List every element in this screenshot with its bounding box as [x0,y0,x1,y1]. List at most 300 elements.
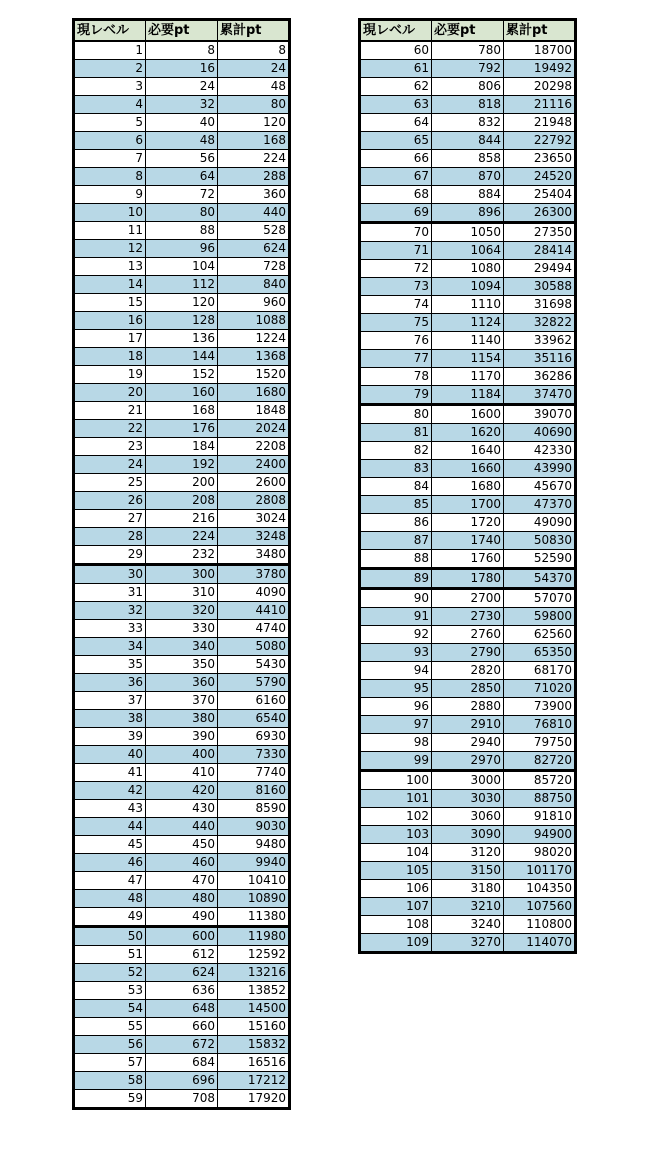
cell-cumulative-pt: 80 [218,96,290,114]
cell-level: 63 [360,96,432,114]
table-row [74,132,290,150]
header-row [360,20,576,42]
table-row [74,1018,290,1036]
cell-cumulative-pt: 36286 [504,368,576,386]
cell-required-pt: 112 [146,276,218,294]
cell-cumulative-pt: 440 [218,204,290,222]
cell-level: 99 [360,752,432,771]
cell-level: 4 [74,96,146,114]
table-row [74,782,290,800]
cell-required-pt: 88 [146,222,218,240]
cell-cumulative-pt: 528 [218,222,290,240]
table-row [74,312,290,330]
cell-cumulative-pt: 68170 [504,662,576,680]
table-row [74,41,290,60]
table-row [360,662,576,680]
cell-cumulative-pt: 288 [218,168,290,186]
cell-level: 57 [74,1054,146,1072]
cell-required-pt: 64 [146,168,218,186]
cell-required-pt: 440 [146,818,218,836]
cell-cumulative-pt: 28414 [504,242,576,260]
cell-required-pt: 1094 [432,278,504,296]
cell-level: 47 [74,872,146,890]
cell-cumulative-pt: 21116 [504,96,576,114]
cell-level: 69 [360,204,432,223]
cell-cumulative-pt: 168 [218,132,290,150]
cell-cumulative-pt: 18700 [504,41,576,60]
cell-required-pt: 420 [146,782,218,800]
cell-level: 90 [360,589,432,608]
cell-required-pt: 696 [146,1072,218,1090]
cell-required-pt: 1064 [432,242,504,260]
cell-level: 56 [74,1036,146,1054]
cell-cumulative-pt: 59800 [504,608,576,626]
cell-level: 30 [74,565,146,584]
cell-level: 101 [360,790,432,808]
cell-level: 27 [74,510,146,528]
table-row [74,258,290,276]
cell-level: 34 [74,638,146,656]
table-row [74,330,290,348]
cell-level: 42 [74,782,146,800]
cell-cumulative-pt: 840 [218,276,290,294]
cell-level: 28 [74,528,146,546]
cell-level: 12 [74,240,146,258]
cell-cumulative-pt: 30588 [504,278,576,296]
table-row [360,532,576,550]
table-row [360,314,576,332]
cell-required-pt: 672 [146,1036,218,1054]
cell-level: 62 [360,78,432,96]
cell-required-pt: 380 [146,710,218,728]
cell-required-pt: 1140 [432,332,504,350]
cell-cumulative-pt: 62560 [504,626,576,644]
cell-cumulative-pt: 35116 [504,350,576,368]
table-row [360,350,576,368]
table-row [74,872,290,890]
cell-level: 11 [74,222,146,240]
cell-level: 10 [74,204,146,222]
cell-cumulative-pt: 13216 [218,964,290,982]
cell-cumulative-pt: 120 [218,114,290,132]
cell-required-pt: 1600 [432,405,504,424]
cell-cumulative-pt: 19492 [504,60,576,78]
cell-cumulative-pt: 101170 [504,862,576,880]
cell-required-pt: 216 [146,510,218,528]
table-row [74,96,290,114]
cell-required-pt: 330 [146,620,218,638]
table-row [74,204,290,222]
cell-cumulative-pt: 5430 [218,656,290,674]
cell-level: 81 [360,424,432,442]
table-row [74,1036,290,1054]
cell-required-pt: 858 [432,150,504,168]
cell-cumulative-pt: 31698 [504,296,576,314]
cell-level: 59 [74,1090,146,1109]
cell-level: 104 [360,844,432,862]
table-row [74,114,290,132]
cell-level: 96 [360,698,432,716]
table-row [74,818,290,836]
cell-level: 74 [360,296,432,314]
cell-cumulative-pt: 37470 [504,386,576,405]
cell-required-pt: 1124 [432,314,504,332]
cell-level: 64 [360,114,432,132]
cell-cumulative-pt: 57070 [504,589,576,608]
cell-cumulative-pt: 29494 [504,260,576,278]
cell-level: 89 [360,569,432,589]
cell-required-pt: 2940 [432,734,504,752]
cell-required-pt: 1110 [432,296,504,314]
cell-level: 14 [74,276,146,294]
cell-level: 95 [360,680,432,698]
table-row [74,1054,290,1072]
table-row [360,132,576,150]
table-row [74,420,290,438]
cell-level: 32 [74,602,146,620]
cell-cumulative-pt: 17212 [218,1072,290,1090]
cell-level: 83 [360,460,432,478]
cell-level: 67 [360,168,432,186]
cell-level: 22 [74,420,146,438]
cell-cumulative-pt: 42330 [504,442,576,460]
table-row [74,276,290,294]
header-row [74,20,290,42]
cell-required-pt: 2820 [432,662,504,680]
cell-cumulative-pt: 21948 [504,114,576,132]
cell-level: 100 [360,771,432,790]
cell-required-pt: 1760 [432,550,504,569]
cell-required-pt: 806 [432,78,504,96]
table-row [74,492,290,510]
cell-required-pt: 3180 [432,880,504,898]
table-row [74,1090,290,1109]
table-row [74,186,290,204]
cell-cumulative-pt: 624 [218,240,290,258]
cell-level: 52 [74,964,146,982]
cell-level: 108 [360,916,432,934]
cell-cumulative-pt: 52590 [504,550,576,569]
cell-cumulative-pt: 20298 [504,78,576,96]
cell-required-pt: 200 [146,474,218,492]
cell-cumulative-pt: 48 [218,78,290,96]
table-row [360,424,576,442]
cell-cumulative-pt: 1848 [218,402,290,420]
cell-required-pt: 168 [146,402,218,420]
cell-cumulative-pt: 23650 [504,150,576,168]
table-row [74,168,290,186]
cell-required-pt: 1740 [432,532,504,550]
table-row [360,608,576,626]
cell-required-pt: 1680 [432,478,504,496]
cell-cumulative-pt: 43990 [504,460,576,478]
cell-level: 86 [360,514,432,532]
cell-level: 75 [360,314,432,332]
cell-required-pt: 3120 [432,844,504,862]
cell-required-pt: 310 [146,584,218,602]
header-cumulative: 累計pt [218,20,290,42]
cell-level: 1 [74,41,146,60]
cell-level: 79 [360,386,432,405]
cell-cumulative-pt: 14500 [218,1000,290,1018]
cell-cumulative-pt: 26300 [504,204,576,223]
table-row [360,386,576,405]
table-row [360,589,576,608]
cell-required-pt: 32 [146,96,218,114]
cell-level: 105 [360,862,432,880]
table-row [74,602,290,620]
cell-level: 38 [74,710,146,728]
cell-required-pt: 3210 [432,898,504,916]
table-row [360,368,576,386]
table-row [74,402,290,420]
cell-required-pt: 410 [146,764,218,782]
cell-cumulative-pt: 71020 [504,680,576,698]
cell-required-pt: 3270 [432,934,504,953]
cell-cumulative-pt: 1680 [218,384,290,402]
cell-cumulative-pt: 224 [218,150,290,168]
cell-required-pt: 120 [146,294,218,312]
table-row [74,294,290,312]
cell-required-pt: 2730 [432,608,504,626]
table-row [74,584,290,602]
cell-required-pt: 430 [146,800,218,818]
cell-required-pt: 2760 [432,626,504,644]
table-row [74,982,290,1000]
cell-cumulative-pt: 50830 [504,532,576,550]
table-row [360,332,576,350]
cell-required-pt: 708 [146,1090,218,1109]
cell-level: 103 [360,826,432,844]
cell-required-pt: 400 [146,746,218,764]
table-row [74,764,290,782]
cell-level: 24 [74,456,146,474]
cell-cumulative-pt: 4090 [218,584,290,602]
cell-cumulative-pt: 7330 [218,746,290,764]
table-row [360,644,576,662]
cell-level: 50 [74,927,146,946]
cell-level: 87 [360,532,432,550]
table-row [74,240,290,258]
cell-cumulative-pt: 32822 [504,314,576,332]
table-row [360,626,576,644]
cell-level: 20 [74,384,146,402]
cell-cumulative-pt: 107560 [504,898,576,916]
cell-required-pt: 1660 [432,460,504,478]
cell-required-pt: 1620 [432,424,504,442]
cell-required-pt: 792 [432,60,504,78]
table-row [360,826,576,844]
table-row [74,60,290,78]
cell-level: 93 [360,644,432,662]
cell-required-pt: 40 [146,114,218,132]
table-row [74,1000,290,1018]
cell-required-pt: 612 [146,946,218,964]
cell-cumulative-pt: 85720 [504,771,576,790]
cell-level: 66 [360,150,432,168]
cell-required-pt: 224 [146,528,218,546]
cell-required-pt: 884 [432,186,504,204]
cell-cumulative-pt: 24520 [504,168,576,186]
cell-level: 85 [360,496,432,514]
cell-level: 18 [74,348,146,366]
table-row [74,384,290,402]
cell-required-pt: 320 [146,602,218,620]
table-row [360,734,576,752]
cell-required-pt: 104 [146,258,218,276]
cell-level: 41 [74,764,146,782]
cell-level: 26 [74,492,146,510]
table-row [74,836,290,854]
cell-required-pt: 184 [146,438,218,456]
cell-required-pt: 80 [146,204,218,222]
table-row [74,456,290,474]
cell-required-pt: 1640 [432,442,504,460]
cell-level: 17 [74,330,146,348]
cell-cumulative-pt: 12592 [218,946,290,964]
cell-level: 49 [74,908,146,927]
cell-level: 77 [360,350,432,368]
table-row [360,698,576,716]
table-body-left [74,41,290,1109]
cell-cumulative-pt: 2400 [218,456,290,474]
cell-cumulative-pt: 1224 [218,330,290,348]
cell-level: 97 [360,716,432,734]
cell-level: 88 [360,550,432,569]
table-row [360,680,576,698]
cell-level: 29 [74,546,146,565]
cell-cumulative-pt: 79750 [504,734,576,752]
cell-cumulative-pt: 73900 [504,698,576,716]
cell-cumulative-pt: 88750 [504,790,576,808]
cell-cumulative-pt: 5080 [218,638,290,656]
cell-level: 44 [74,818,146,836]
cell-cumulative-pt: 65350 [504,644,576,662]
cell-cumulative-pt: 8 [218,41,290,60]
cell-required-pt: 1720 [432,514,504,532]
cell-level: 16 [74,312,146,330]
table-row [360,898,576,916]
table-row [74,638,290,656]
table-row [74,78,290,96]
cell-cumulative-pt: 728 [218,258,290,276]
cell-required-pt: 3060 [432,808,504,826]
cell-level: 54 [74,1000,146,1018]
header-cumulative: 累計pt [504,20,576,42]
cell-required-pt: 16 [146,60,218,78]
cell-required-pt: 490 [146,908,218,927]
cell-required-pt: 3090 [432,826,504,844]
cell-required-pt: 818 [432,96,504,114]
cell-required-pt: 450 [146,836,218,854]
cell-level: 8 [74,168,146,186]
cell-level: 53 [74,982,146,1000]
cell-required-pt: 684 [146,1054,218,1072]
cell-required-pt: 350 [146,656,218,674]
cell-level: 37 [74,692,146,710]
level-table-left [72,18,291,1110]
cell-required-pt: 370 [146,692,218,710]
cell-required-pt: 470 [146,872,218,890]
cell-level: 58 [74,1072,146,1090]
cell-cumulative-pt: 2024 [218,420,290,438]
cell-required-pt: 2880 [432,698,504,716]
table-row [360,60,576,78]
cell-cumulative-pt: 8590 [218,800,290,818]
cell-required-pt: 360 [146,674,218,692]
cell-required-pt: 1780 [432,569,504,589]
cell-level: 3 [74,78,146,96]
cell-required-pt: 144 [146,348,218,366]
cell-required-pt: 340 [146,638,218,656]
table-row [360,296,576,314]
cell-level: 73 [360,278,432,296]
cell-cumulative-pt: 360 [218,186,290,204]
cell-cumulative-pt: 11980 [218,927,290,946]
cell-level: 25 [74,474,146,492]
cell-cumulative-pt: 4740 [218,620,290,638]
cell-cumulative-pt: 49090 [504,514,576,532]
cell-level: 9 [74,186,146,204]
cell-level: 45 [74,836,146,854]
table-row [74,746,290,764]
cell-cumulative-pt: 82720 [504,752,576,771]
cell-required-pt: 3150 [432,862,504,880]
cell-cumulative-pt: 10890 [218,890,290,908]
cell-required-pt: 832 [432,114,504,132]
cell-cumulative-pt: 76810 [504,716,576,734]
cell-cumulative-pt: 45670 [504,478,576,496]
cell-level: 102 [360,808,432,826]
cell-cumulative-pt: 2808 [218,492,290,510]
cell-cumulative-pt: 40690 [504,424,576,442]
cell-cumulative-pt: 1520 [218,366,290,384]
cell-required-pt: 24 [146,78,218,96]
cell-required-pt: 2970 [432,752,504,771]
cell-level: 60 [360,41,432,60]
cell-level: 68 [360,186,432,204]
cell-cumulative-pt: 39070 [504,405,576,424]
cell-required-pt: 208 [146,492,218,510]
cell-cumulative-pt: 33962 [504,332,576,350]
table-row [74,890,290,908]
table-body-right [360,41,576,953]
cell-level: 13 [74,258,146,276]
table-row [74,692,290,710]
cell-required-pt: 96 [146,240,218,258]
cell-level: 82 [360,442,432,460]
cell-required-pt: 390 [146,728,218,746]
cell-required-pt: 2850 [432,680,504,698]
cell-cumulative-pt: 98020 [504,844,576,862]
cell-required-pt: 660 [146,1018,218,1036]
cell-level: 84 [360,478,432,496]
cell-cumulative-pt: 16516 [218,1054,290,1072]
cell-cumulative-pt: 960 [218,294,290,312]
cell-required-pt: 780 [432,41,504,60]
table-row [360,96,576,114]
cell-required-pt: 56 [146,150,218,168]
table-row [360,569,576,589]
cell-required-pt: 624 [146,964,218,982]
cell-level: 92 [360,626,432,644]
table-row [74,510,290,528]
cell-level: 91 [360,608,432,626]
cell-cumulative-pt: 3024 [218,510,290,528]
cell-required-pt: 300 [146,565,218,584]
table-row [74,528,290,546]
table-row [360,808,576,826]
